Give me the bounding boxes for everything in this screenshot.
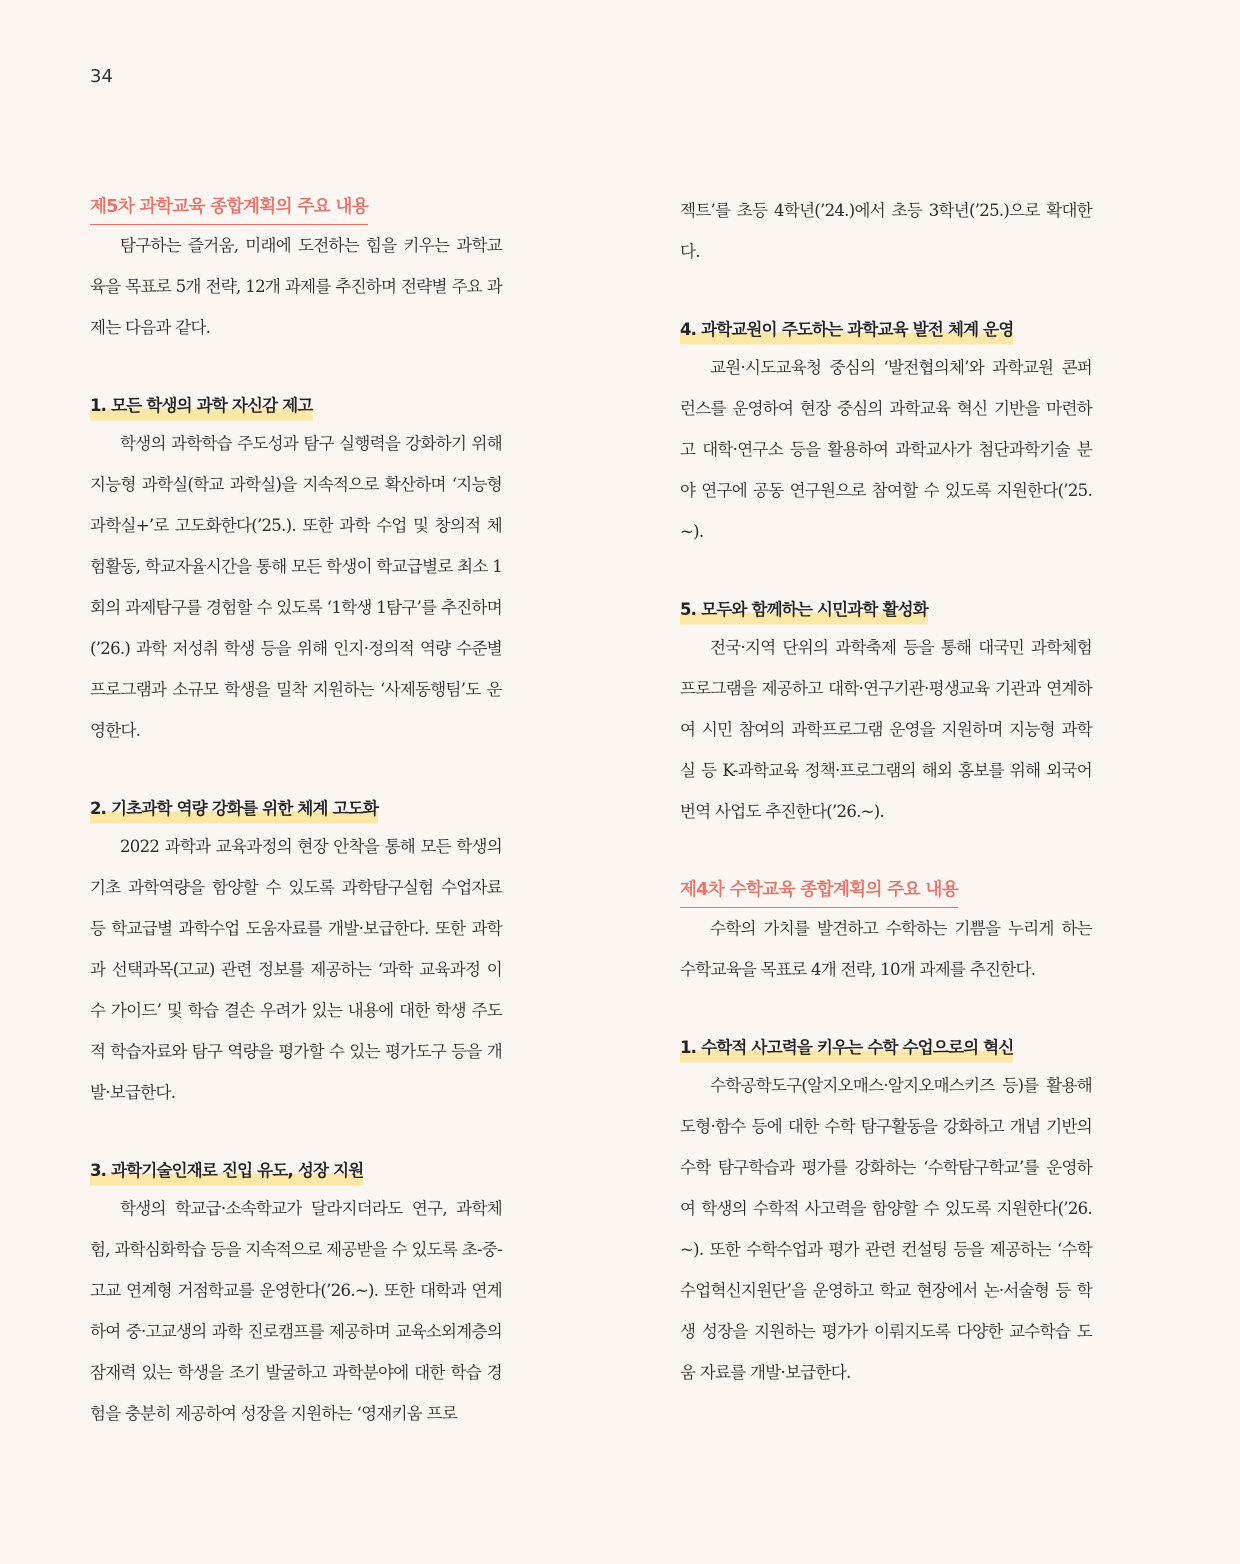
strategy-2-title: 2. 기초과학 역량 강화를 위한 체계 고도화: [90, 792, 378, 826]
math-strategy-1-title: 1. 수학적 사고력을 키우는 수학 수업으로의 혁신: [680, 1031, 1013, 1065]
strategy-4-title: 4. 과학교원이 주도하는 과학교육 발전 체계 운영: [680, 313, 1013, 347]
strategy-1-title: 1. 모든 학생의 과학 자신감 제고: [90, 389, 313, 423]
strategy-3-title: 3. 과학기술인재로 진입 유도, 성장 지원: [90, 1154, 363, 1188]
strategy-1-body: 학생의 과학학습 주도성과 탐구 실행력을 강화하기 위해 지능형 과학실(학교 과학실)을 지속적으로 확산하며 ‘지능형 과학실+’로 고도화한다(’25.). 또한 과학 수업 및 창의적 체험활동, 학교자율시간을 통해 모든 학생이 학교급별로 최소 1회의 과제탐구를 경험할 수 있도록 ‘1학생 1탐구’를 추진하며(’26.) 과학 저성취 학생 등을 위해 인지·정의적 역량 수준별 프로그램과 소규모 학생을 밀착 지원하는 ‘사제동행팀’도 운영한다.: [90, 434, 502, 740]
math-strategy-1-body: 수학공학도구(알지오매스·알지오매스키즈 등)를 활용해 도형·함수 등에 대한 수학 탐구활동을 강화하고 개념 기반의 수학 탐구학습과 평가를 강화하는 ‘수학탐구학교’를 운영하여 학생의 수학적 사고력을 함양할 수 있도록 지원한다(’26.~). 또한 수학수업과 평가 관련 컨설팅 등을 제공하는 ‘수학수업혁신지원단’을 운영하고 학교 현장에서 논·서술형 등 학생 성장을 지원하는 평가가 이뤄지도록 다양한 교수학습 도움 자료를 개발·보급한다.: [680, 1076, 1092, 1382]
strategy-3-body-continued: 젝트’를 초등 4학년(’24.)에서 초등 3학년(’25.)으로 확대한다.: [680, 201, 1092, 261]
right-column: [680, 190, 1092, 1393]
left-column: [90, 190, 502, 1434]
strategy-4-body: 교원·시도교육청 중심의 ‘발전협의체’와 과학교원 콘퍼런스를 운영하여 현장 중심의 과학교육 혁신 기반을 마련하고 대학·연구소 등을 활용하여 과학교사가 첨단과학기술 분야 연구에 공동 연구원으로 참여할 수 있도록 지원한다(’25.~).: [680, 358, 1092, 541]
intro-paragraph: 탐구하는 즐거움, 미래에 도전하는 힘을 키우는 과학교육을 목표로 5개 전략, 12개 과제를 추진하며 전략별 주요 과제는 다음과 같다.: [90, 236, 502, 337]
section-title-science: 제5차 과학교육 종합계획의 주요 내용: [90, 190, 368, 225]
section-title-math: 제4차 수학교육 종합계획의 주요 내용: [680, 873, 958, 908]
strategy-5-title: 5. 모두와 함께하는 시민과학 활성화: [680, 593, 928, 627]
page-number: 34: [90, 66, 113, 87]
strategy-5-body: 전국·지역 단위의 과학축제 등을 통해 대국민 과학체험 프로그램을 제공하고 대학·연구기관·평생교육 기관과 연계하여 시민 참여의 과학프로그램 운영을 지원하며 지능형 과학실 등 K-과학교육 정책·프로그램의 해외 홍보를 위해 외국어 번역 사업도 추진한다(’26.~).: [680, 638, 1092, 821]
strategy-3-body: 학생의 학교급·소속학교가 달라지더라도 연구, 과학체험, 과학심화학습 등을 지속적으로 제공받을 수 있도록 초-중-고교 연계형 거점학교를 운영한다(’26.~). 또한 대학과 연계하여 중·고교생의 과학 진로캠프를 제공하며 교육소외계층의 잠재력 있는 학생을 조기 발굴하고 과학분야에 대한 학습 경험을 충분히 제공하여 성장을 지원하는 ‘영재키움 프로: [90, 1199, 502, 1423]
strategy-2-body: 2022 과학과 교육과정의 현장 안착을 통해 모든 학생의 기초 과학역량을 함양할 수 있도록 과학탐구실험 수업자료 등 학교급별 과학수업 도움자료를 개발·보급한다. 또한 과학과 선택과목(고교) 관련 정보를 제공하는 ‘과학 교육과정 이수 가이드’ 및 학습 결손 우려가 있는 내용에 대한 학생 주도적 학습자료와 탐구 역량을 평가할 수 있는 평가도구 등을 개발·보급한다.: [90, 837, 502, 1102]
math-intro-paragraph: 수학의 가치를 발견하고 수학하는 기쁨을 누리게 하는 수학교육을 목표로 4개 전략, 10개 과제를 추진한다.: [680, 919, 1092, 979]
